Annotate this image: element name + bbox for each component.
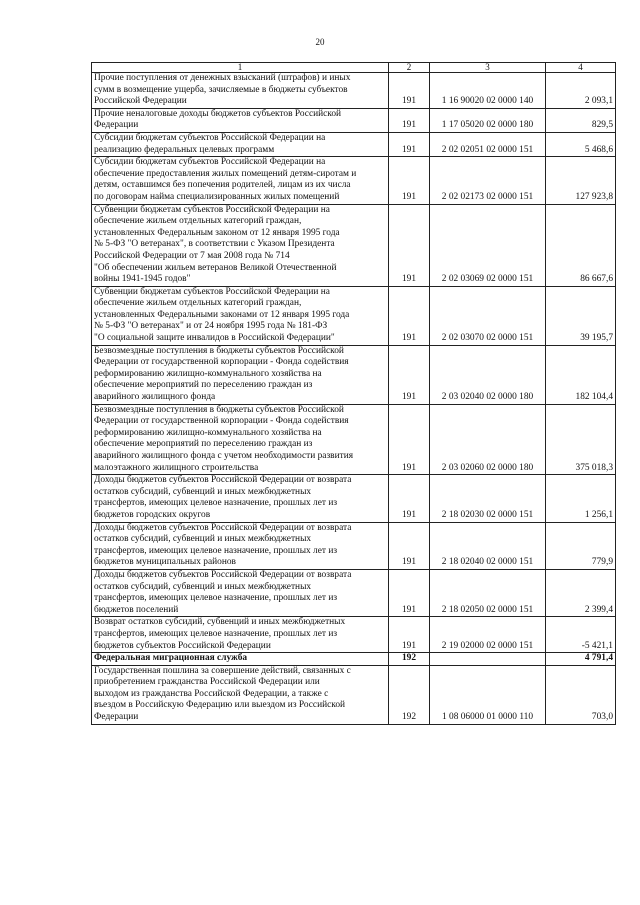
description-line: обеспечение жильем отдельных категорий граждан, xyxy=(94,216,302,227)
description-line: Субсидии бюджетам субъектов Российской Федерации на xyxy=(94,157,326,168)
description-line: Субсидии бюджетам субъектов Российской Федерации на xyxy=(94,132,326,143)
row-budget-code: 2 03 02040 02 0000 180 xyxy=(430,345,546,404)
row-description xyxy=(92,204,389,286)
description-line: сумм в возмещение ущерба, зачисляемые в бюджеты субъектов xyxy=(94,84,348,95)
description-line: обеспечение жильем отдельных категорий граждан, xyxy=(94,298,302,309)
row-budget-code: 2 02 03069 02 0000 151 xyxy=(430,204,546,286)
description-line: Федерации xyxy=(94,120,139,131)
row-description xyxy=(92,404,389,475)
description-line: Доходы бюджетов субъектов Российской Федерации от возврата xyxy=(94,522,352,533)
description-line: Российской Федерации xyxy=(94,96,187,107)
description-line: № 5-ФЗ "О ветеранах", в соответствии с Указом Президента xyxy=(94,239,335,250)
description-line: Прочие неналоговые доходы бюджетов субъектов Российской xyxy=(94,108,342,119)
description-line: "О социальной защите инвалидов в Российской Федерации" xyxy=(94,333,335,344)
row-admin-code: 191 xyxy=(389,204,430,286)
row-amount: 86 667,6 xyxy=(546,204,616,286)
row-description xyxy=(92,73,389,109)
table-row xyxy=(92,204,616,286)
description-line: Безвозмездные поступления в бюджеты субъектов Российской xyxy=(94,404,344,415)
description-line: остатков субсидий, субвенций и иных межбюджетных xyxy=(94,534,312,545)
description-line: трансфертов, имеющих целевое назначение, прошлых лет из xyxy=(94,498,338,509)
table-header-row xyxy=(92,63,616,73)
description-line: бюджетов поселений xyxy=(94,604,179,615)
row-amount: 779,9 xyxy=(546,522,616,569)
row-budget-code: 1 08 06000 01 0000 110 xyxy=(430,665,546,724)
table-row xyxy=(92,73,616,109)
description-line: "Об обеспечении жильем ветеранов Великой Отечественной xyxy=(94,262,337,273)
table-row xyxy=(92,157,616,204)
description-line: бюджетов субъектов Российской Федерации xyxy=(94,640,271,651)
row-admin-code: 191 xyxy=(389,157,430,204)
row-amount: 703,0 xyxy=(546,665,616,724)
table-row xyxy=(92,345,616,404)
description-line: въездом в Российскую Федерацию или выездом из Российской xyxy=(94,700,346,711)
column-header-3: 3 xyxy=(430,63,546,73)
row-budget-code: 2 18 02040 02 0000 151 xyxy=(430,522,546,569)
row-description xyxy=(92,345,389,404)
description-line: выходом из гражданства Российской Федерации, а также с xyxy=(94,688,329,699)
table-row xyxy=(92,617,616,653)
description-line: трансфертов, имеющих целевое назначение, прошлых лет из xyxy=(94,545,338,556)
table-row xyxy=(92,522,616,569)
table-row xyxy=(92,569,616,616)
description-line: реформированию жилищно-коммунального хозяйства на xyxy=(94,427,322,438)
row-description xyxy=(92,108,389,132)
table-row xyxy=(92,108,616,132)
description-line: Федерации от государственной корпорации - Фонда содействия xyxy=(94,416,349,427)
row-admin-code: 191 xyxy=(389,345,430,404)
column-header-4: 4 xyxy=(546,63,616,73)
description-line: Федерации от государственной корпорации - Фонда содействия xyxy=(94,357,349,368)
description-line: остатков субсидий, субвенций и иных межбюджетных xyxy=(94,486,312,497)
column-header-2: 2 xyxy=(389,63,430,73)
row-admin-code: 191 xyxy=(389,569,430,616)
page-number: 20 xyxy=(315,37,325,47)
row-description xyxy=(92,653,389,666)
description-line: детям, оставшимся без попечения родителей, лицам из их числа xyxy=(94,180,351,191)
description-line: Субвенции бюджетам субъектов Российской Федерации на xyxy=(94,204,330,215)
description-line: Прочие поступления от денежных взысканий (штрафов) и иных xyxy=(94,73,351,83)
row-admin-code: 191 xyxy=(389,404,430,475)
description-line: Возврат остатков субсидий, субвенций и иных межбюджетных xyxy=(94,617,346,628)
row-budget-code: 2 19 02000 02 0000 151 xyxy=(430,617,546,653)
description-line: бюджетов муниципальных районов xyxy=(94,557,236,568)
description-line: реализацию федеральных целевых программ xyxy=(94,144,275,155)
description-line: Российской Федерации от 7 мая 2008 года № 714 xyxy=(94,250,290,261)
row-amount: 4 791,4 xyxy=(546,653,616,666)
row-description xyxy=(92,475,389,522)
table-row xyxy=(92,475,616,522)
table-row xyxy=(92,653,616,666)
description-line: трансфертов, имеющих целевое назначение, прошлых лет из xyxy=(94,593,338,604)
row-amount: 375 018,3 xyxy=(546,404,616,475)
description-line: Доходы бюджетов субъектов Российской Федерации от возврата xyxy=(94,569,352,580)
description-line: аварийного жилищного фонда с учетом необходимости развития xyxy=(94,451,354,461)
row-amount: 1 256,1 xyxy=(546,475,616,522)
row-description xyxy=(92,665,389,724)
column-header-1: 1 xyxy=(92,63,389,73)
row-budget-code: 2 02 02051 02 0000 151 xyxy=(430,132,546,156)
table-row xyxy=(92,404,616,475)
revenue-table xyxy=(91,62,616,725)
description-line: Безвозмездные поступления в бюджеты субъектов Российской xyxy=(94,345,344,356)
description-line: аварийного жилищного фонда xyxy=(94,392,216,403)
description-line: установленных Федеральным законом от 12 января 1995 года xyxy=(94,227,340,238)
description-line: Федеральная миграционная служба xyxy=(94,653,248,664)
row-budget-code: 1 16 90020 02 0000 140 xyxy=(430,73,546,109)
row-description xyxy=(92,132,389,156)
description-line: войны 1941-1945 годов" xyxy=(94,274,191,285)
row-admin-code: 191 xyxy=(389,617,430,653)
description-line: трансфертов, имеющих целевое назначение, прошлых лет из xyxy=(94,628,338,639)
row-amount: 2 093,1 xyxy=(546,73,616,109)
row-admin-code: 191 xyxy=(389,108,430,132)
description-line: обеспечение предоставления жилых помещений детям-сиротам и xyxy=(94,168,357,179)
description-line: обеспечение мероприятий по переселению граждан из xyxy=(94,439,313,450)
row-budget-code: 2 18 02050 02 0000 151 xyxy=(430,569,546,616)
row-budget-code: 1 17 05020 02 0000 180 xyxy=(430,108,546,132)
row-budget-code xyxy=(430,653,546,666)
row-amount: 5 468,6 xyxy=(546,132,616,156)
row-admin-code: 191 xyxy=(389,73,430,109)
description-line: № 5-ФЗ "О ветеранах" и от 24 ноября 1995 года № 181-ФЗ xyxy=(94,321,328,332)
description-line: по договорам найма специализированных жилых помещений xyxy=(94,191,340,202)
row-budget-code: 2 18 02030 02 0000 151 xyxy=(430,475,546,522)
description-line: приобретением гражданства Российской Федерации или xyxy=(94,677,320,688)
table-row xyxy=(92,665,616,724)
row-description xyxy=(92,522,389,569)
row-admin-code: 191 xyxy=(389,286,430,345)
description-line: Федерации xyxy=(94,712,139,723)
row-admin-code: 191 xyxy=(389,475,430,522)
row-admin-code: 192 xyxy=(389,653,430,666)
row-description xyxy=(92,286,389,345)
row-description xyxy=(92,157,389,204)
row-budget-code: 2 02 02173 02 0000 151 xyxy=(430,157,546,204)
description-line: Государственная пошлина за совершение действий, связанных с xyxy=(94,665,351,676)
row-amount: 127 923,8 xyxy=(546,157,616,204)
description-line: реформированию жилищно-коммунального хозяйства на xyxy=(94,368,322,379)
table-row xyxy=(92,286,616,345)
description-line: Доходы бюджетов субъектов Российской Федерации от возврата xyxy=(94,475,352,486)
row-description xyxy=(92,569,389,616)
row-amount: 829,5 xyxy=(546,108,616,132)
row-amount: 39 195,7 xyxy=(546,286,616,345)
description-line: установленных Федеральными законами от 12 января 1995 года xyxy=(94,309,350,320)
row-budget-code: 2 02 03070 02 0000 151 xyxy=(430,286,546,345)
row-admin-code: 192 xyxy=(389,665,430,724)
description-line: обеспечение мероприятий по переселению граждан из xyxy=(94,380,313,391)
row-description xyxy=(92,617,389,653)
row-budget-code: 2 03 02060 02 0000 180 xyxy=(430,404,546,475)
description-line: бюджетов городских округов xyxy=(94,509,211,520)
row-admin-code: 191 xyxy=(389,132,430,156)
row-amount: -5 421,1 xyxy=(546,617,616,653)
description-line: Субвенции бюджетам субъектов Российской Федерации на xyxy=(94,286,330,297)
table-row xyxy=(92,132,616,156)
row-admin-code: 191 xyxy=(389,522,430,569)
description-line: малоэтажного жилищного строительства xyxy=(94,462,259,473)
row-amount: 2 399,4 xyxy=(546,569,616,616)
description-line: остатков субсидий, субвенций и иных межбюджетных xyxy=(94,581,312,592)
row-amount: 182 104,4 xyxy=(546,345,616,404)
